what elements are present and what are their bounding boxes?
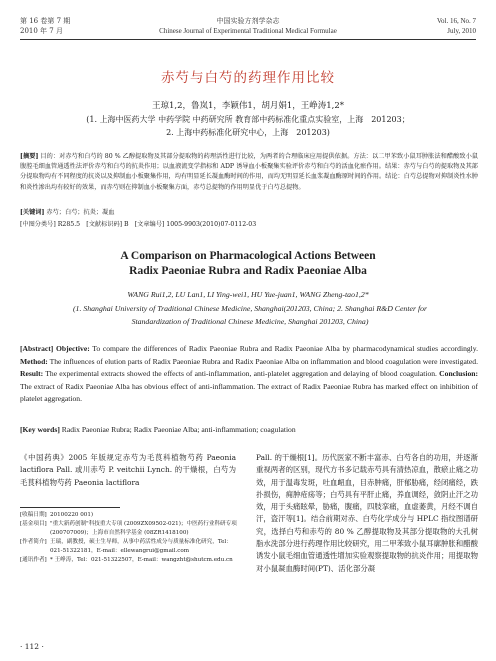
authors-en: WANG Rui1,2, LU Lan1, LI Ying-wei1, HU Yue-juan1, WANG Zheng-tao1,2*	[127, 290, 369, 299]
result-label: Result:	[20, 369, 44, 379]
footnote-text: * 王峥涛，Tel：021-51322507，E-mail：wangzht@shutcm.edu.cn	[50, 557, 233, 563]
keywords-cn-label: [关键词]	[20, 209, 45, 216]
keywords-cn	[20, 208, 478, 218]
footnote-text: "重大新药创制"科技重大专项 (2009ZX09502-021)；中医药行业科研专项 (200707009)；上海市自然科学基金 (08ZR1418100)	[50, 521, 237, 536]
abstract-en-label: [Abstract]	[20, 344, 54, 353]
method-label: Method:	[20, 356, 48, 366]
footnote-label: [作者简介]	[20, 539, 47, 545]
objective-label: Objective:	[56, 344, 90, 353]
footnote-text: 王瑞，副教授，硕士生导师，从事中药活性成分与质量标准化研究，Tel：021-51322181，E-mail：ellewangrui@gmail.com	[50, 539, 232, 554]
article-title-en-line1: A Comparison on Pharmacological Actions Between	[120, 250, 376, 262]
header-date-en: July, 2010	[447, 27, 476, 35]
header-volume-en: Vol. 16, No. 7	[436, 17, 476, 25]
method-text: The influences of elution parts of Radix Paeoniae Rubra and Radix Paeoniae Alba on inflammation and blood coagulation were investigated.	[49, 356, 478, 366]
conclusion-label: Conclusion:	[439, 369, 478, 379]
header-journal-cn: 中国实验方剂学杂志	[216, 17, 280, 25]
objective-text: To compare the differences of Radix Paeoniae Rubra and Radix Paeoniae Alba by pharmacodynamical studies accordingly.	[92, 344, 478, 353]
header-volume: 第 16 卷第 7 期	[20, 17, 71, 25]
footnotes	[20, 511, 238, 633]
keywords-en-label: [Key words]	[20, 425, 60, 434]
conclusion-text: The extract of Radix Paeoniae Alba has obvious effect of anti-inflammation. The extract of Radix Paeoniae Rubra has marked effect on inhibition of platelet aggregation.	[20, 381, 478, 404]
footnote-label: [收稿日期]	[20, 512, 47, 518]
footnote-fund	[20, 520, 238, 538]
footnote-label: [基金项目]	[20, 521, 47, 527]
keywords-cn-text: 赤芍；白芍；抗炎；凝血	[46, 209, 115, 216]
abstract-cn-label: [摘要]	[20, 153, 39, 160]
keywords-en-text: Radix Paeoniae Rubra; Radix Paeoniae Alba; anti-inflammation; coagulation	[61, 425, 296, 434]
keywords-en	[20, 424, 478, 437]
body-column-left: 《中国药典》2005 年版规定赤芍为毛茛科植物芍药 Paeonia lactiflora Pall. 或川赤芍 P. veitchii Lynch. 的干燥根，白芍为毛茛科植物芍药 Paeonia lactiflora	[20, 453, 236, 487]
page-number: · 112 ·	[20, 642, 44, 651]
footnote-author	[20, 538, 238, 556]
footnote-corresponding	[20, 556, 238, 565]
header-rule	[20, 39, 476, 40]
footnote-received	[20, 511, 238, 520]
classification-meta: [中图分类号] R285.5 [文献标识码] B [文章编号] 1005-9903(2010)07-0112-03	[20, 221, 257, 228]
affiliation-en-2: Standardization of Traditional Chinese Medicine, Shanghai 201203, China)	[131, 317, 369, 326]
authors-cn: 王琼1,2，鲁岚1，李颖伟1，胡月娟1，王峥涛1,2*	[151, 101, 344, 111]
affiliation-cn-1: (1. 上海中医药大学 中药学院 中药研究所 教育部中药标准化重点实验室，上海 201203；	[86, 115, 410, 124]
abstract-cn-text: 目的：对赤芍和白芍的 80 % 乙醇提取物及其部分提取物的药理活性进行比较，为两者的合理临床应用提供依据。方法：以二甲苯致小鼠耳肿胀法和醋酸致小鼠腹腔毛细血管通透性法评价赤芍和白芍的抗炎作用；以血液流变学指标和 ADP 诱导血小板聚集实验评价赤芍和白芍的活血化瘀作用。结果：赤芍与白芍的提取物及其部分提取物均有不同程度的抗炎以及抑制血小板聚集作用，均有明显延长凝血酶时间的作用，而均无明显延长血浆凝血酶原时间的作用。结论：白芍总提物对抑制炎性水肿和炎性渗出均有较好的效果，而赤芍则在抑制血小板聚集方面，赤芍总提物的作用明显优于白芍总提物。	[20, 153, 479, 191]
footnote-label: [通讯作者]	[20, 557, 47, 563]
affiliation-en-1: (1. Shanghai University of Traditional Chinese Medicine, Shanghai(201203, China; 2. Shanghai R&D Center for	[72, 304, 428, 313]
header-journal-en: Chinese Journal of Experimental Traditional Medical Formulae	[159, 27, 337, 35]
affiliation-cn-2: 2. 上海中药标准化研究中心，上海 201203)	[166, 128, 330, 137]
footnote-rule	[20, 507, 120, 508]
footnote-text: 20100220 001)	[50, 512, 94, 518]
abstract-cn	[20, 152, 478, 193]
header-date: 2010 年 7 月	[20, 27, 63, 35]
article-title-cn: 赤芍与白芍的药理作用比较	[161, 70, 335, 86]
body-column-right: Pall. 的干燥根[1]。历代医家不断丰富赤、白芍各自的功用，并逐渐重视两者的区别，现代方书多记载赤芍具有清热凉血，散瘀止痛之功效，用于温毒发斑，吐血衄血，目赤肿痛，肝郁胁痛，经闭痛经，跌扑损伤，痈肿疮疡等；白芍具有平肝止痛，养血调经，敛阴止汗之功效，用于头痛眩晕，胁痛，腹痛，四肢挛痛，血虚萎黄，月经不调自汗，盗汗等[1]。结合前期对赤、白芍化学成分与 HPLC 指纹图谱研究，选择白芍和赤芍的 80 % 乙醇提取物及其部分提取物的大孔树脂水洗部分进行药理作用比较研究，用二甲苯致小鼠耳廓肿胀和醋酸诱发小鼠毛细血管通透性增加实验观察提取物的抗炎作用；用提取物对小鼠凝血酶时间(PT)、活化部分凝	[256, 453, 478, 573]
result-text: The experimental extracts showed the effects of anti-inflammation, anti-platelet aggregation and delaying of blood coagulation.	[45, 369, 437, 379]
article-title-en-line2: Radix Paeoniae Rubra and Radix Paeoniae Alba	[129, 265, 367, 277]
abstract-en	[20, 343, 478, 421]
